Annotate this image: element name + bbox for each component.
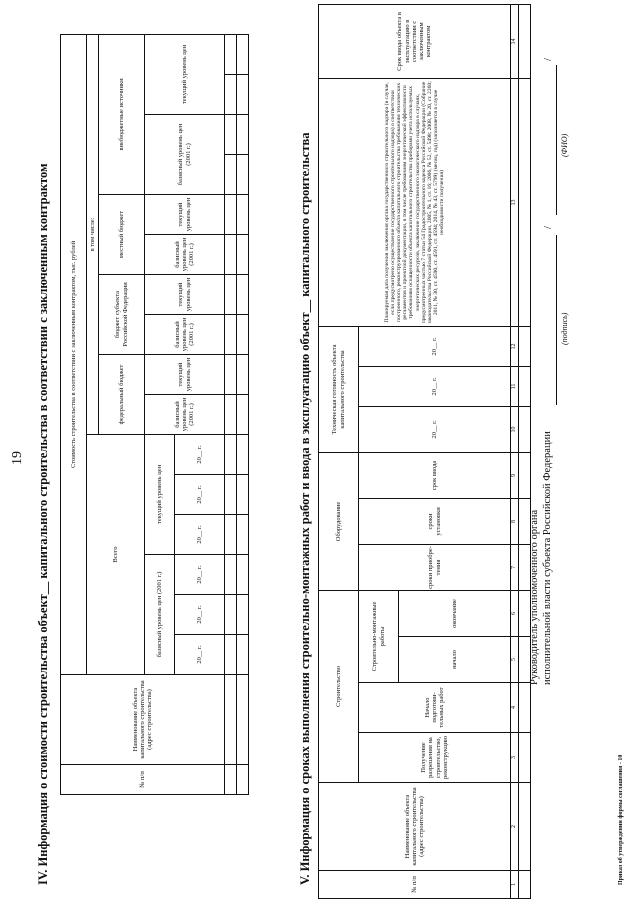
smr-start-header: начало	[399, 637, 511, 683]
current-year-3: 20__ г.	[175, 435, 225, 475]
column-number: 7	[511, 544, 519, 590]
offbudget-header: внебюджетные источники	[99, 34, 145, 194]
readiness-header: Техническая готовность объекта капитального строительства	[319, 326, 359, 452]
signature-slash-1: /	[543, 226, 554, 229]
name-line	[556, 65, 557, 215]
local-base: базисный уровень цен (2001 г.)	[145, 235, 225, 275]
signature-caption: (подпись)	[560, 312, 569, 345]
column-number: 11	[511, 366, 519, 406]
column-number: 4	[511, 683, 519, 733]
page-number: 19	[10, 451, 25, 465]
cost-header: Стоимость строительства в соответствии с заключенным контрактом, тыс. рублей	[61, 34, 87, 674]
commissioning-header: Срок ввода объекта в эксплуатацию в соответствии с заключенным контрактом	[319, 4, 511, 78]
equipment-header: Оборудование	[319, 452, 359, 590]
signatory-line-1: Руководитель уполномоченного органа	[529, 509, 540, 685]
column-number: 3	[511, 733, 519, 783]
name-caption: (ФИО)	[560, 133, 569, 157]
column-number: 9	[511, 452, 519, 498]
cost-in-that: в том числе:	[87, 34, 99, 434]
regional-current: текущий уровень цен	[145, 275, 225, 315]
readiness-year-2: 20__ г.	[359, 366, 511, 406]
signatory-line-2: исполнительной власти субъекта Российской Федерации	[542, 431, 554, 685]
base-year-3: 20__ г.	[175, 555, 225, 595]
signature-slash-2: /	[543, 58, 554, 61]
column-number: 2	[511, 783, 519, 871]
schedule-table	[318, 4, 531, 899]
cost-total-header: Всего	[87, 435, 145, 675]
column-number: 1	[511, 871, 519, 899]
signature-line	[556, 235, 557, 405]
signatory-title	[528, 431, 554, 685]
eq-install-header: сроки установки	[359, 498, 511, 544]
footer-note: Приказ об утверждении формы соглашения - 10	[618, 754, 624, 885]
current-prices-header: текущий уровень цен	[145, 435, 175, 555]
federal-base: базисный уровень цен (2001 г.)	[145, 395, 225, 435]
column-number: 5	[511, 637, 519, 683]
readiness-year-1: 20__ г.	[359, 406, 511, 452]
inspection-conclusion-header: Планируемая дата получения заключения органа государственного строительного надзора (в случае, если предусмотрено осуществление государственного строительного надзора) о соответствии построенного, реконструированного объекта капитального строительства требованиям технических регламентов и проектной документации, в том числе требованиям энергетической эффективности требованиям оснащенности объекта капитального строительства приборами учета используемых энергетических ресурсов, заключение государственного экологического надзора в случаях, предусмотренных частью 7 статьи 54 Градостроительного кодекса Российской Федерации (Собрание законодательства Российской Федерации, 2005, № 1, ст. 16; 2006, № 52, ст. 5498; 2008, № 20, ст. 2260; 2011, № 30, ст. 4590, ст. 4591, ст. 4594; 2014, № 43, ст. 5799) (месяц, год) (заполняется в случае необходимости получения)	[319, 78, 511, 326]
column-number: 10	[511, 406, 519, 452]
smr-end-header: окончание	[399, 590, 511, 636]
section-4-heading: IV. Информация о стоимости строительства объект__ капитального строительства в соответствии с заключенным контрактом	[36, 163, 50, 885]
eq-commission-header: срок ввода	[359, 452, 511, 498]
schedule-col-name: Наименование объекта капитального строительства (адрес строительства)	[319, 783, 511, 871]
schedule-col-no: № п/п	[319, 871, 511, 899]
local-current: текущий уровень цен	[145, 195, 225, 235]
prep-start-header: Начало подготови-тельных работ	[359, 683, 511, 733]
cost-col-name: Наименование объекта капитального строительства (адрес строительства)	[61, 675, 225, 765]
offbudget-base: базисный уровень цен (2001 г.)	[145, 115, 225, 195]
base-year-2: 20__ г.	[175, 595, 225, 635]
regional-base: базисный уровень цен (2001 г.)	[145, 315, 225, 355]
current-year-2: 20__ г.	[175, 475, 225, 515]
eq-acquire-header: сроки приобре-тения	[359, 544, 511, 590]
column-number: 6	[511, 590, 519, 636]
federal-budget-header: федеральный бюджет	[99, 355, 145, 435]
column-number: 12	[511, 326, 519, 366]
current-year-1: 20__ г.	[175, 515, 225, 555]
section-5-heading: V. Информация о сроках выполнения строительно-монтажных работ и ввода в эксплуатацию объект__ капитального строительства	[298, 132, 312, 885]
cost-col-no: № п/п	[61, 765, 225, 795]
base-prices-header: базисный уровень цен (2001 г.)	[145, 555, 175, 675]
offbudget-current: текущий уровень цен	[145, 34, 225, 114]
smr-header: Строительно-монтажные работы	[359, 590, 399, 682]
federal-current: текущий уровень цен	[145, 355, 225, 395]
column-number: 14	[511, 4, 519, 78]
permit-header: Получение разрешения на строительство, реконструкцию	[359, 733, 511, 783]
local-budget-header: местный бюджет	[99, 195, 145, 275]
column-number: 8	[511, 498, 519, 544]
regional-budget-header: бюджет субъекта Российской Федерации	[99, 275, 145, 355]
cost-table	[60, 34, 249, 795]
readiness-year-3: 20__ г.	[359, 326, 511, 366]
column-number: 13	[511, 78, 519, 326]
base-year-1: 20__ г.	[175, 635, 225, 675]
construction-header: Строительство	[319, 590, 359, 782]
